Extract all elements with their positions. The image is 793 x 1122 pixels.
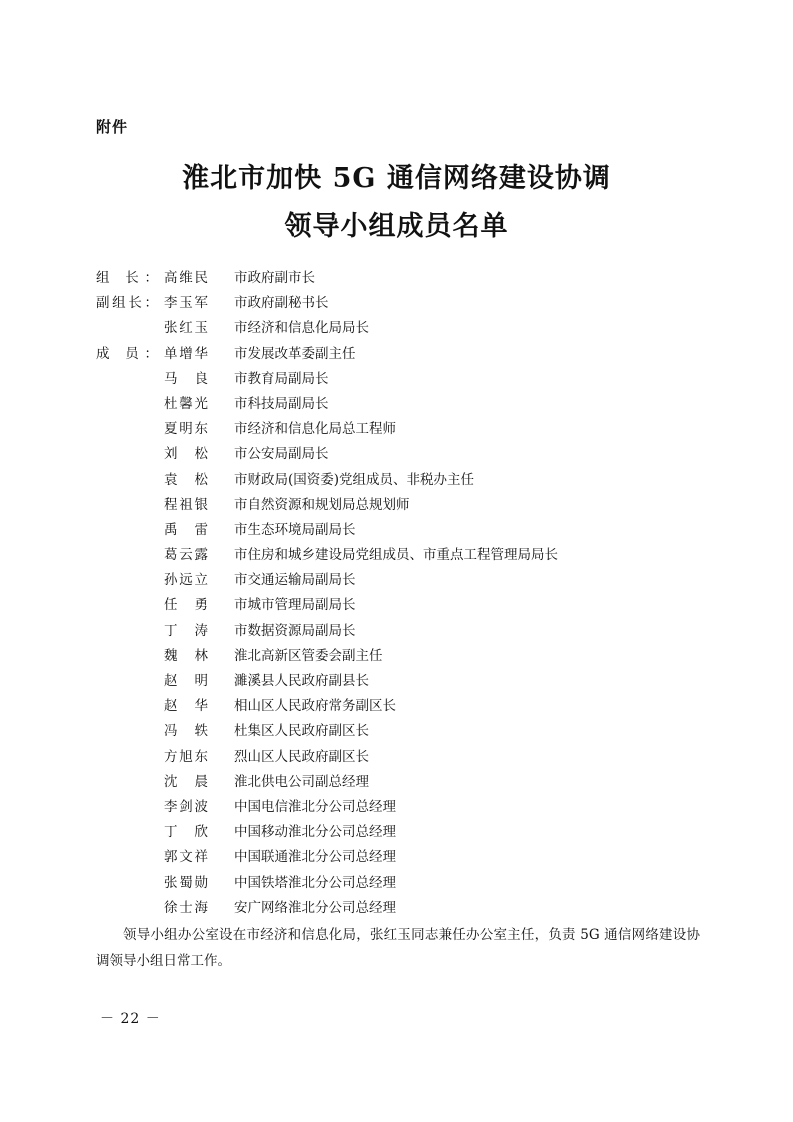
member-name: 张红玉 — [164, 320, 208, 337]
member-name: 刘松 — [164, 446, 208, 463]
member-position: 中国联通淮北分公司总经理 — [234, 849, 396, 866]
member-position: 杜集区人民政府副区长 — [234, 723, 369, 740]
member-name: 丁欣 — [164, 824, 208, 841]
member-name: 葛云露 — [164, 547, 208, 564]
member-name: 杜馨光 — [164, 395, 208, 412]
member-position: 安广网络淮北分公司总经理 — [234, 899, 396, 916]
member-name: 李玉军 — [164, 295, 208, 312]
member-name: 夏明东 — [164, 421, 208, 438]
member-name: 任勇 — [164, 597, 208, 614]
member-position: 市教育局副局长 — [234, 370, 329, 387]
member-row — [96, 468, 696, 493]
document-title-line-2: 领导小组成员名单 — [284, 211, 509, 242]
member-position: 中国电信淮北分公司总经理 — [234, 798, 396, 815]
member-role: 组 长： — [96, 270, 158, 286]
member-name: 程祖银 — [164, 496, 208, 513]
member-position: 相山区人民政府常务副区长 — [234, 698, 396, 715]
member-row — [96, 442, 696, 467]
member-name: 沈晨 — [164, 773, 208, 790]
member-name: 丁涛 — [164, 622, 208, 639]
member-position: 中国移动淮北分公司总经理 — [234, 824, 396, 841]
member-position: 市发展改革委副主任 — [234, 345, 356, 362]
member-name: 李剑波 — [164, 798, 208, 815]
member-position: 市公安局副局长 — [234, 446, 329, 463]
member-row — [96, 871, 696, 896]
member-position: 市交通运输局副局长 — [234, 572, 356, 589]
attachment-label: 附件 — [96, 118, 129, 136]
member-position: 市经济和信息化局总工程师 — [234, 421, 396, 438]
member-row — [96, 896, 696, 921]
member-position: 中国铁塔淮北分公司总经理 — [234, 874, 396, 891]
member-name: 高维民 — [164, 270, 208, 286]
member-row — [96, 644, 696, 669]
member-name: 郭文祥 — [164, 849, 208, 866]
member-position: 市科技局副局长 — [234, 395, 329, 412]
member-position: 市财政局(国资委)党组成员、非税办主任 — [234, 471, 475, 488]
member-row — [96, 820, 696, 845]
page-number: － 22 － — [100, 1011, 161, 1027]
member-name: 方旭东 — [164, 748, 208, 765]
member-row — [96, 694, 696, 719]
member-name: 赵华 — [164, 698, 208, 715]
member-position: 淮北高新区管委会副主任 — [234, 647, 383, 664]
member-row — [96, 266, 696, 291]
member-row — [96, 845, 696, 870]
member-position: 烈山区人民政府副区长 — [234, 748, 369, 765]
member-list — [96, 266, 696, 921]
member-row — [96, 291, 696, 316]
member-row — [96, 316, 696, 341]
member-row — [96, 719, 696, 744]
member-row — [96, 392, 696, 417]
member-position: 淮北供电公司副总经理 — [234, 773, 369, 790]
member-position: 市数据资源局副局长 — [234, 622, 356, 639]
member-row — [96, 367, 696, 392]
member-position: 濉溪县人民政府副县长 — [234, 673, 369, 689]
member-row — [96, 669, 696, 694]
member-name: 单增华 — [164, 345, 208, 362]
member-name: 孙远立 — [164, 572, 208, 589]
member-row — [96, 593, 696, 618]
member-row — [96, 493, 696, 518]
member-name: 张蜀勋 — [164, 874, 208, 891]
member-row — [96, 770, 696, 795]
member-name: 禹雷 — [164, 521, 208, 538]
member-position: 市政府副市长 — [234, 270, 315, 286]
member-position: 市生态环境局副局长 — [234, 521, 356, 538]
member-row — [96, 518, 696, 543]
member-name: 赵明 — [164, 673, 208, 689]
member-position: 市政府副秘书长 — [234, 295, 329, 312]
member-row — [96, 568, 696, 593]
member-position: 市自然资源和规划局总规划师 — [234, 496, 410, 513]
member-name: 徐士海 — [164, 899, 208, 916]
member-name: 袁松 — [164, 471, 208, 488]
member-name: 马良 — [164, 370, 208, 387]
member-row — [96, 795, 696, 820]
member-position: 市经济和信息化局局长 — [234, 320, 369, 337]
member-row — [96, 745, 696, 770]
member-role: 成 员： — [96, 345, 158, 362]
member-position: 市城市管理局副局长 — [234, 597, 356, 614]
member-role: 副组长： — [96, 295, 158, 312]
member-name: 冯轶 — [164, 723, 208, 740]
member-row — [96, 342, 696, 367]
member-position: 市住房和城乡建设局党组成员、市重点工程管理局局长 — [234, 547, 558, 564]
member-name: 魏林 — [164, 647, 208, 664]
office-note: 领导小组办公室设在市经济和信息化局，张红玉同志兼任办公室主任，负责 5G 通信网络建设协调领导小组日常工作。 — [96, 927, 700, 969]
member-row — [96, 417, 696, 442]
member-row — [96, 543, 696, 568]
document-title-line-1: 淮北市加快 5G 通信网络建设协调 — [182, 163, 611, 194]
member-row — [96, 619, 696, 644]
